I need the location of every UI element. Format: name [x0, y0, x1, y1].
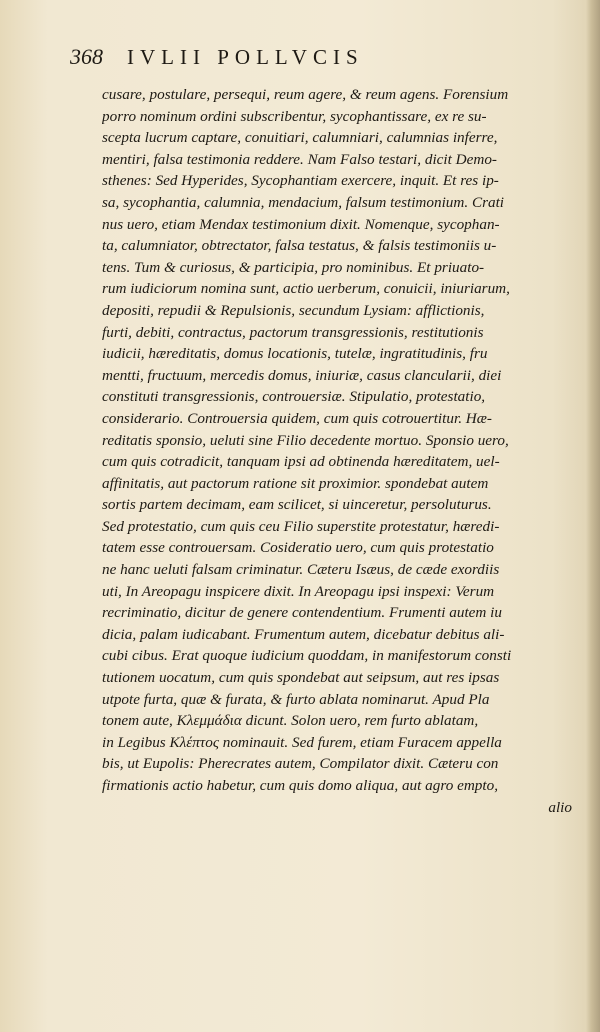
text-line: ne hanc ueluti falsam criminatur. Cæteru Isæus, de cæde exordiis: [102, 561, 500, 579]
text-line: firmationis actio habetur, cum quis domo aliqua, aut agro empto,: [102, 777, 498, 794]
text-line: depositi, repudii & Repulsionis, secundum Lysiam: afflictionis,: [102, 301, 485, 319]
text-line: sa, sycophantia, calumnia, mendacium, falsum testimonium. Crati: [102, 193, 505, 211]
running-title: IVLII POLLVCIS: [127, 45, 364, 69]
text-line: utpote furta, quæ & furata, & furto ablata nominarut. Apud Pla: [102, 690, 490, 708]
text-line: in Legibus Κλέπτος nominauit. Sed furem, etiam Furacem appella: [102, 733, 502, 751]
text-line: cusare, postulare, persequi, reum agere, & reum agens. Forensium: [102, 86, 509, 103]
text-line: sortis partem decimam, eam scilicet, si uinceretur, persoluturus.: [102, 496, 492, 514]
text-line: tonem aute, Κλεμμάδια dicunt. Solon uero, rem furto ablatam,: [102, 712, 479, 730]
text-line: affinitatis, aut pactorum ratione sit proximior. spondebat autem: [102, 474, 489, 492]
text-line: nus uero, etiam Mendax testimonium dixit. Nomenque, sycophan-: [102, 215, 500, 233]
text-line: scepta lucrum captare, conuitiari, calumniari, calumnias inferre,: [102, 129, 498, 147]
text-line: furti, debiti, contractus, pactorum transgressionis, restitutionis: [102, 323, 484, 341]
text-line: dicia, palam iudicabant. Frumentum autem, dicebatur debitus ali-: [102, 625, 505, 643]
text-line: alio: [548, 798, 572, 816]
text-line: tatem esse controuersam. Cosideratio uero, cum quis protestatio: [102, 539, 494, 557]
text-line: cubi cibus. Erat quoque iudicium quoddam, in manifestorum consti: [102, 647, 512, 665]
text-line: Sed protestatio, cum quis ceu Filio superstite protestatur, hæredi-: [102, 517, 500, 535]
text-line: mentiri, falsa testimonia reddere. Nam Falso testari, dicit Demo-: [102, 150, 497, 168]
text-line: reditatis sponsio, ueluti sine Filio decedente mortuo. Sponsio uero,: [102, 431, 509, 449]
text-line: ta, calumniator, obtrectator, falsa testatus, & falsis testimoniis u-: [102, 237, 497, 255]
text-line: recriminatio, dicitur de genere contendentium. Frumenti autem iu: [102, 604, 502, 622]
text-line: uti, In Areopagu inspicere dixit. In Areopagu ipsi inspexi: Verum: [102, 582, 495, 600]
text-line: cum quis cotradicit, tanquam ipsi ad obtinenda hæreditatem, uel-: [102, 453, 500, 471]
body-text: [102, 84, 572, 818]
text-line: constituti transgressionis, controuersiæ. Stipulatio, protestatio,: [102, 388, 486, 406]
text-line: rum iudiciorum nomina sunt, actio uerberum, conuicii, iniuriarum,: [102, 280, 510, 298]
text-line: mentti, fructuum, mercedis domus, iniuriæ, casus clancularii, diei: [102, 366, 502, 384]
text-line: tens. Tum & curiosus, & participia, pro nominibus. Et priuato-: [102, 258, 485, 276]
text-line: bis, ut Eupolis: Pherecrates autem, Compilator dixit. Cæteru con: [102, 755, 499, 773]
text-line: considerario. Controuersia quidem, cum quis cotrouertitur. Hæ-: [102, 409, 492, 427]
page-edge-shadow: [586, 0, 600, 1032]
page-number: 368: [70, 44, 103, 69]
page-header: [70, 44, 570, 80]
text-line: porro nominum ordini subscribentur, sycophantissare, ex re su-: [102, 107, 487, 125]
text-line: sthenes: Sed Hyperides, Sycophantiam exercere, inquit. Et res ip-: [102, 172, 499, 190]
text-line: tutionem uocatum, cum quis spondebat aut seipsum, aut res ipsas: [102, 669, 500, 687]
text-line: iudicii, hæreditatis, domus locationis, tutelæ, ingratitudinis, fru: [102, 345, 488, 363]
